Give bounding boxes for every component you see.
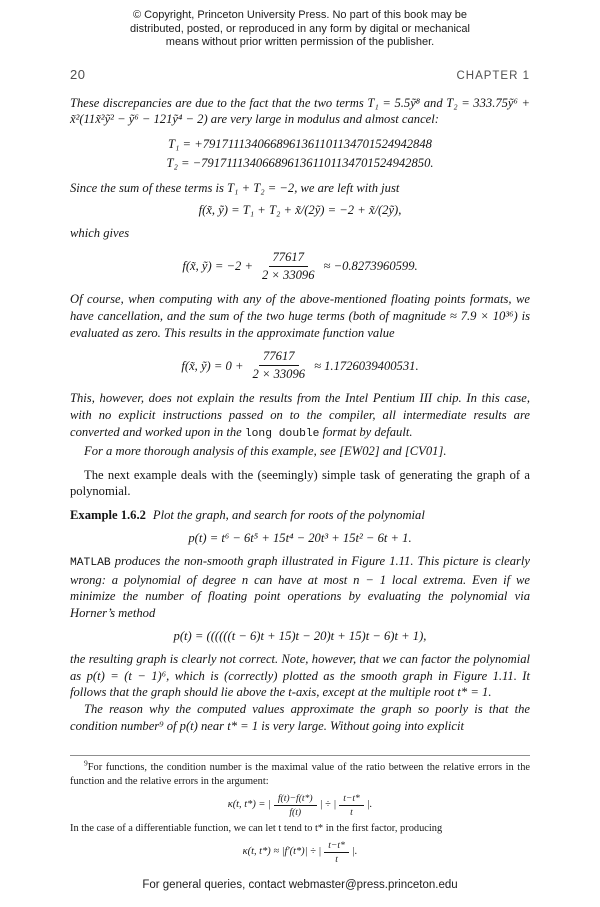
equation-t1: T₁ = +7917111340668961361101134701524942848 xyxy=(168,137,432,152)
example-heading xyxy=(70,507,530,524)
fraction-denominator: f(t) xyxy=(289,806,302,818)
paragraph-discrepancies: These discrepancies are due to the fact that the two terms T₁ = 5.5ỹ⁸ and T₂ = 333.75ỹ⁶ + x̃²(11x̃²ỹ² − ỹ⁶ − 121ỹ⁴ − 2) are very large in modulus and almost cancel: xyxy=(70,95,530,127)
paragraph-analysis-refs: For a more thorough analysis of this example, see [EW02] and [CV01]. xyxy=(84,443,447,458)
footnote-text: For functions, the condition number is the maximal value of the ratio between the relative errors in the function and the relative errors in the argument: xyxy=(70,761,530,787)
code-matlab: MATLAB xyxy=(70,556,111,569)
fraction-denominator: t xyxy=(335,853,338,865)
copyright-line: means without prior written permission of the publisher. xyxy=(165,36,435,48)
paragraph-text: This, however, does not explain the results from the Intel Pentium III chip. In this case, with no explicit instructions passed on to the compiler, all intermediate results are converted and worked upon in the xyxy=(70,391,530,440)
copyright-notice xyxy=(0,0,600,50)
formula-lhs: κ(t, t*) = | xyxy=(227,799,271,811)
paragraph-pentium xyxy=(70,390,530,442)
equation-lhs: f(x̃, ỹ) = −2 + xyxy=(182,259,253,274)
paragraph-matlab xyxy=(70,553,530,622)
fraction xyxy=(274,793,317,818)
fraction-denominator: 2 × 33096 xyxy=(252,367,306,382)
equation-t2: T₂ = −7917111340668961361101134701524942850. xyxy=(166,155,434,170)
fraction xyxy=(339,793,364,818)
fraction-numerator: t−t* xyxy=(324,840,349,853)
footnote xyxy=(70,758,530,865)
equation-polynomial: p(t) = t⁶ − 6t⁵ + 15t⁴ − 20t³ + 15t² − 6t + 1. xyxy=(188,531,412,546)
footer-contact-line: For general queries, contact webmaster@press.princeton.edu xyxy=(142,879,458,891)
fraction xyxy=(324,840,349,865)
formula-end: |. xyxy=(366,799,373,811)
fraction-numerator: 77617 xyxy=(259,349,298,366)
copyright-line: © Copyright, Princeton University Press. No part of this book may be xyxy=(133,9,467,21)
paragraph-which-gives: which gives xyxy=(70,226,130,241)
footnote-marker: 9 xyxy=(84,758,88,768)
footnote-mid-text: In the case of a differentiable function, we can let t tend to t* in the first factor, producing xyxy=(70,822,443,834)
code-long-double: long double xyxy=(244,428,320,441)
equation-f-fraction-2 xyxy=(70,349,530,382)
paragraph-of-course: Of course, when computing with any of the above-mentioned floating points formats, we have cancellation, and the sum of the two huge terms (both of magnitude ≈ 7.9 × 10³⁶) is evaluated as zero. This results in the approximate function value xyxy=(70,292,530,340)
fraction-numerator: t−t* xyxy=(339,793,364,806)
chapter-label: CHAPTER 1 xyxy=(456,69,530,82)
formula-end: |. xyxy=(351,846,358,858)
fraction xyxy=(249,349,310,382)
paragraph-next-example: The next example deals with the (seemingly) simple task of generating the graph of a polynomial. xyxy=(70,467,530,499)
footnote-formula-2 xyxy=(70,840,530,865)
fraction-numerator: f(t)−f(t*) xyxy=(274,793,317,806)
footnote-divider xyxy=(70,755,530,756)
paragraph-text: format by default. xyxy=(319,425,413,440)
equation-rhs: ≈ −0.8273960599. xyxy=(323,259,418,274)
running-header xyxy=(70,67,530,82)
paragraph-condition-number: The reason why the computed values approximate the graph so poorly is that the condition number⁹ of p(t) near t* = 1 is very large. Without going into explicit xyxy=(70,702,530,734)
example-number: Example 1.6.2 xyxy=(70,508,146,523)
example-statement: Plot the graph, and search for roots of the polynomial xyxy=(152,508,425,523)
page-number: 20 xyxy=(70,66,86,82)
equation-f-fraction-1 xyxy=(70,250,530,283)
footnote-intro xyxy=(70,758,530,789)
page-body xyxy=(70,95,530,735)
fraction xyxy=(258,250,319,283)
paragraph-text: produces the non-smooth graph illustrated in Figure 1.11. This picture is clearly wrong: a polynomial of degree n can have at most n − 1 local extrema. Even if we minimize the number of floating point operations by evaluating the polynomial via Horner’s method xyxy=(70,553,530,621)
paragraph-since-sum: Since the sum of these terms is T₁ + T₂ = −2, we are left with just xyxy=(70,180,400,195)
equation-horner: p(t) = ((((((t − 6)t + 15)t − 20)t + 15)t − 6)t + 1), xyxy=(173,629,427,644)
footnote-formula-1 xyxy=(70,793,530,818)
equation-rhs: ≈ 1.1726039400531. xyxy=(314,358,419,373)
fraction-denominator: 2 × 33096 xyxy=(261,268,315,283)
fraction-denominator: t xyxy=(350,806,353,818)
formula-divide: | ÷ | xyxy=(319,799,337,811)
equation-f-sum: f(x̃, ỹ) = T₁ + T₂ + x̃/(2ỹ) = −2 + x̃/(2ỹ), xyxy=(198,203,402,218)
fraction-numerator: 77617 xyxy=(269,250,308,267)
copyright-line: distributed, posted, or reproduced in any form by digital or mechanical xyxy=(130,22,470,35)
paragraph-resulting-graph: the resulting graph is clearly not correct. Note, however, that we can factor the polynomial as p(t) = (t − 1)⁶, which is (correctly) plotted as the smooth graph in Figure 1.11. It follows that the graph should lie above the t-axis, except at the multiple root t* = 1. xyxy=(70,651,530,700)
formula-lhs: κ(t, t*) ≈ |f′(t*)| ÷ | xyxy=(242,846,322,858)
equation-lhs: f(x̃, ỹ) = 0 + xyxy=(181,358,244,373)
equation-block-t1-t2 xyxy=(70,136,530,172)
